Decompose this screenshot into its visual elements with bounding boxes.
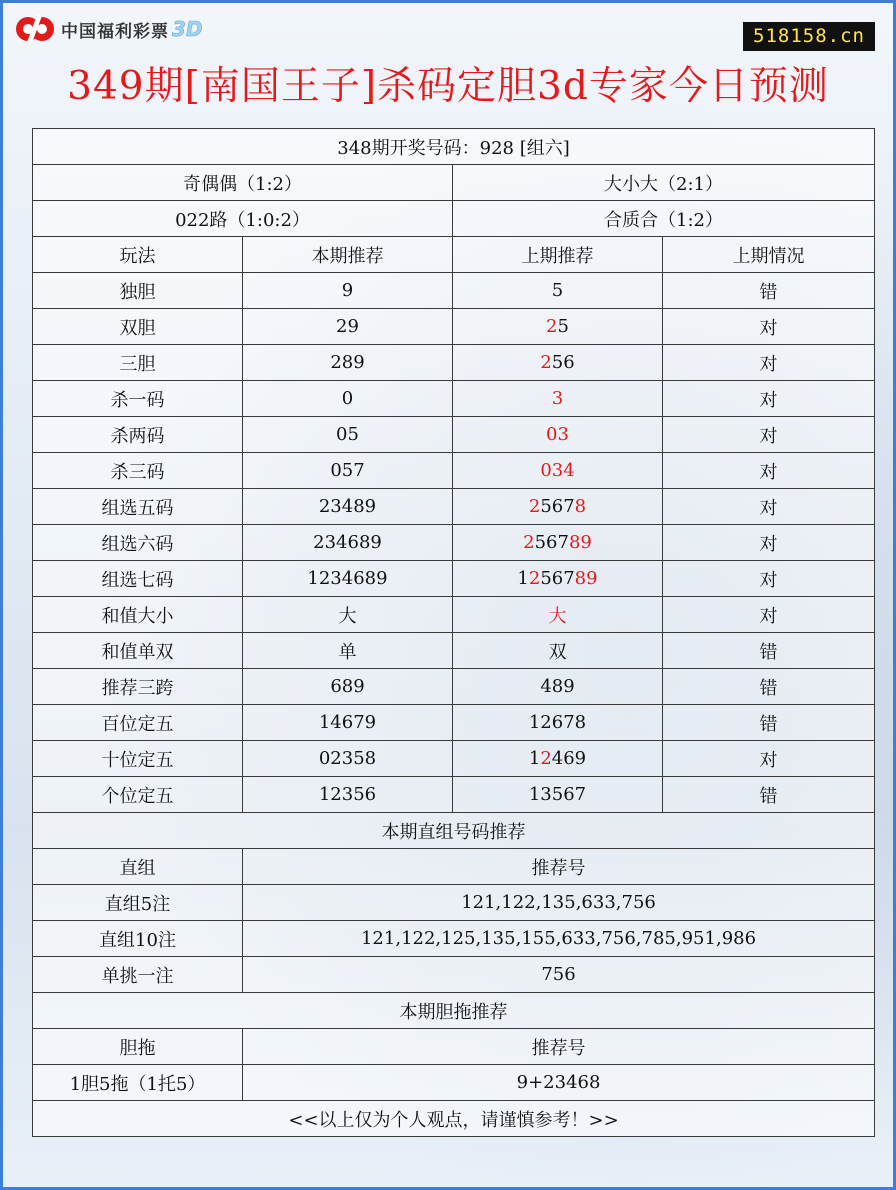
direct-row [33, 921, 875, 957]
play-cell: 组选五码 [33, 489, 243, 525]
current-cell: 0 [243, 381, 453, 417]
column-header-row [33, 237, 875, 273]
prev-segment: 034 [540, 460, 575, 481]
prev-segment: 大 [548, 605, 567, 627]
table-row [33, 273, 875, 309]
page-title: 349期[南国王子]杀码定胆3d专家今日预测 [67, 64, 829, 109]
play-cell: 双胆 [33, 309, 243, 345]
current-cell: 02358 [243, 741, 453, 777]
play-cell: 和值大小 [33, 597, 243, 633]
result-cell: 对 [663, 309, 875, 345]
table-row [33, 489, 875, 525]
current-cell: 12356 [243, 777, 453, 813]
site-badge: 518158.cn [743, 22, 875, 51]
prev-cell [453, 453, 663, 489]
table-row [33, 561, 875, 597]
lottery-logo [13, 11, 203, 47]
direct-label: 单挑一注 [33, 957, 243, 993]
prev-segment: 2 [523, 532, 535, 553]
footer-note: <<以上仅为个人观点，请谨慎参考！>> [33, 1101, 875, 1137]
prev-cell [453, 417, 663, 453]
prev-segment: 1 [517, 568, 529, 589]
prev-segment: 1 [528, 748, 541, 769]
current-cell: 057 [243, 453, 453, 489]
table-row [33, 381, 875, 417]
col-header-play: 玩法 [33, 237, 243, 273]
direct-label: 直组5注 [33, 885, 243, 921]
result-cell: 对 [663, 489, 875, 525]
table-row [33, 345, 875, 381]
table-row [33, 633, 875, 669]
prev-segment: 5 [557, 316, 569, 337]
current-cell: 大 [243, 597, 453, 633]
drag-heading: 本期胆拖推荐 [33, 993, 875, 1029]
result-cell: 错 [663, 273, 875, 309]
result-cell: 错 [663, 669, 875, 705]
table-row [33, 417, 875, 453]
result-cell: 对 [663, 597, 875, 633]
result-cell: 错 [663, 705, 875, 741]
col-header-result: 上期情况 [663, 237, 875, 273]
direct-heading-row [33, 813, 875, 849]
prev-cell [453, 525, 663, 561]
result-cell: 错 [663, 777, 875, 813]
prev-cell [453, 741, 663, 777]
prev-cell [453, 705, 663, 741]
direct-col1-header: 直组 [33, 849, 243, 885]
pattern-row-1 [33, 165, 875, 201]
table-row [33, 597, 875, 633]
play-cell: 独胆 [33, 273, 243, 309]
direct-header-row [33, 849, 875, 885]
prev-cell [453, 669, 663, 705]
odd-even-cell: 奇偶偶（1:2） [33, 165, 453, 201]
prev-segment: 567 [540, 568, 575, 589]
drag-label: 1胆5拖（1托5） [33, 1065, 243, 1101]
result-cell: 对 [663, 741, 875, 777]
current-cell: 23489 [243, 489, 453, 525]
logo-text: 中国福利彩票 [61, 21, 169, 42]
result-cell: 对 [663, 381, 875, 417]
prev-segment: 12678 [528, 712, 587, 733]
direct-row [33, 957, 875, 993]
prev-segment: 89 [568, 532, 592, 553]
direct-value: 756 [243, 957, 875, 993]
table-row [33, 669, 875, 705]
play-cell: 三胆 [33, 345, 243, 381]
col-header-current: 本期推荐 [243, 237, 453, 273]
play-cell: 十位定五 [33, 741, 243, 777]
current-cell: 14679 [243, 705, 453, 741]
prev-segment: 567 [540, 496, 575, 517]
direct-heading: 本期直组号码推荐 [33, 813, 875, 849]
prev-cell [453, 489, 663, 525]
drag-col2-header: 推荐号 [243, 1029, 875, 1065]
direct-value: 121,122,125,135,155,633,756,785,951,986 [243, 921, 875, 957]
table-row [33, 453, 875, 489]
prev-segment: 2 [540, 352, 552, 373]
drag-row [33, 1065, 875, 1101]
result-cell: 对 [663, 561, 875, 597]
drag-col1-header: 胆拖 [33, 1029, 243, 1065]
direct-value: 121,122,135,633,756 [243, 885, 875, 921]
last-draw-cell: 348期开奖号码：928 [组六] [33, 129, 875, 165]
prev-segment: 89 [574, 568, 598, 589]
prev-segment: 8 [574, 496, 587, 517]
result-cell: 对 [663, 525, 875, 561]
play-cell: 杀一码 [33, 381, 243, 417]
prev-segment: 13567 [528, 784, 587, 805]
drag-value: 9+23468 [243, 1065, 875, 1101]
prev-segment: 2 [546, 316, 558, 337]
drag-header-row [33, 1029, 875, 1065]
prev-segment: 3 [551, 388, 564, 409]
prev-segment: 2 [528, 496, 541, 517]
last-draw-row [33, 129, 875, 165]
pattern-row-2 [33, 201, 875, 237]
footer-row [33, 1101, 875, 1137]
prev-cell [453, 633, 663, 669]
current-cell: 单 [243, 633, 453, 669]
prev-segment: 567 [534, 532, 569, 553]
current-cell: 05 [243, 417, 453, 453]
current-cell: 234689 [243, 525, 453, 561]
result-cell: 对 [663, 453, 875, 489]
prev-segment: 489 [540, 676, 575, 697]
current-cell: 689 [243, 669, 453, 705]
logo-3d: 3D [172, 17, 203, 41]
drag-heading-row [33, 993, 875, 1029]
play-cell: 杀三码 [33, 453, 243, 489]
prev-cell [453, 345, 663, 381]
prev-segment: 双 [548, 641, 567, 663]
play-cell: 推荐三跨 [33, 669, 243, 705]
direct-row [33, 885, 875, 921]
prev-segment: 5 [551, 280, 564, 301]
play-cell: 和值单双 [33, 633, 243, 669]
table-row [33, 705, 875, 741]
current-cell: 9 [243, 273, 453, 309]
big-small-cell: 大小大（2:1） [453, 165, 875, 201]
prev-segment: 03 [546, 424, 569, 445]
result-cell: 对 [663, 345, 875, 381]
col-header-prev: 上期推荐 [453, 237, 663, 273]
result-cell: 对 [663, 417, 875, 453]
play-cell: 组选六码 [33, 525, 243, 561]
play-cell: 个位定五 [33, 777, 243, 813]
prev-cell [453, 309, 663, 345]
prev-segment: 56 [551, 352, 575, 373]
current-cell: 1234689 [243, 561, 453, 597]
prev-cell [453, 597, 663, 633]
play-cell: 百位定五 [33, 705, 243, 741]
current-cell: 289 [243, 345, 453, 381]
prev-cell [453, 561, 663, 597]
direct-col2-header: 推荐号 [243, 849, 875, 885]
route-cell: 022路（1:0:2） [33, 201, 453, 237]
table-row [33, 525, 875, 561]
table-row [33, 309, 875, 345]
direct-label: 直组10注 [33, 921, 243, 957]
prev-cell [453, 381, 663, 417]
play-cell: 杀两码 [33, 417, 243, 453]
prev-cell [453, 777, 663, 813]
prime-cell: 合质合（1:2） [453, 201, 875, 237]
current-cell: 29 [243, 309, 453, 345]
prev-cell [453, 273, 663, 309]
result-cell: 错 [663, 633, 875, 669]
welfare-lottery-logo-icon [13, 11, 57, 47]
prev-segment: 2 [540, 748, 552, 769]
prediction-table [32, 128, 875, 1137]
prev-segment: 2 [528, 568, 541, 589]
play-cell: 组选七码 [33, 561, 243, 597]
prev-segment: 469 [551, 748, 587, 769]
table-row [33, 741, 875, 777]
table-row [33, 777, 875, 813]
